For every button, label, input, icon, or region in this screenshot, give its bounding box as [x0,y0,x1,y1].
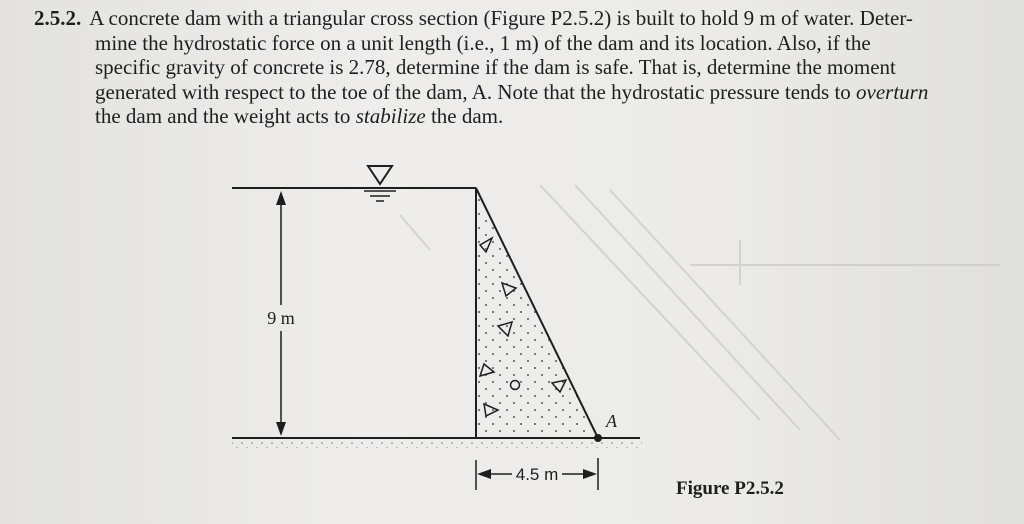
problem-line-5: the dam and the weight acts to stabilize the dam. [95,104,504,128]
free-surface-triangle-icon [364,166,396,201]
problem-number: 2.5.2. [34,6,82,30]
problem-line-1: 2.5.2. A concrete dam with a triangular cross section (Figure P2.5.2) is built to hold 9 m of water. Deter- [34,6,913,30]
toe-point [594,434,602,442]
problem-line-3: specific gravity of concrete is 2.78, determine if the dam is safe. That is, determine the moment [95,55,896,79]
base-label: 4.5 m [515,465,559,484]
dam-cross-section [476,188,598,438]
problem-line-2: mine the hydrostatic force on a unit length (i.e., 1 m) of the dam and its location. Also, if the [95,30,871,55]
depth-label: 9 m [267,308,295,328]
problem-line-4: generated with respect to the toe of the dam, A. Note that the hydrostatic pressure tends to overturn [95,79,929,104]
toe-label: A [606,411,617,431]
emphasis-stabilize: stabilize [355,104,426,128]
emphasis-overturn: overturn [856,79,929,104]
figure-caption: Figure P2.5.2 [676,478,784,499]
ground-hatch [232,440,642,448]
